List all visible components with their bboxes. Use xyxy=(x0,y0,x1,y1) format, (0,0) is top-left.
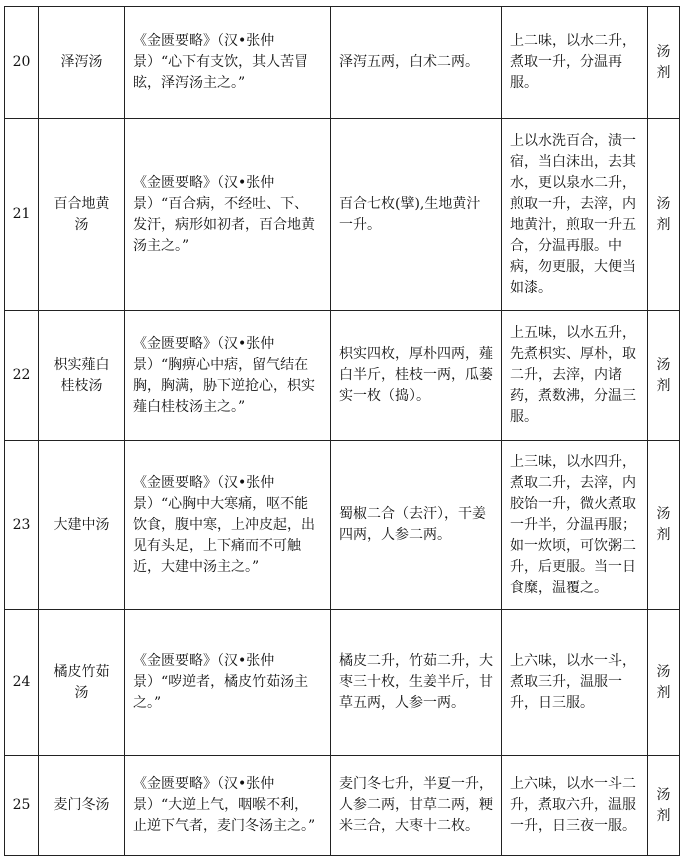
row-number: 20 xyxy=(5,7,39,119)
formula-name: 麦门冬汤 xyxy=(39,756,125,856)
preparation-method: 上以水洗百合，渍一宿，当白沫出，去其水，更以泉水二升，煎取一升，去滓，内地黄汁，煎取一升五合，分温再服。中病，勿更服，大便当如漆。 xyxy=(502,119,648,311)
formula-source: 《金匮要略》（汉•张仲景）“胸痹心中痞，留气结在胸，胸满，胁下逆抢心，枳实薤白桂枝汤主之。” xyxy=(125,311,331,441)
dosage-form: 汤剂 xyxy=(648,610,680,756)
formula-source: 《金匮要略》（汉•张仲景）“哕逆者，橘皮竹茹汤主之。” xyxy=(125,610,331,756)
formula-name: 泽泻汤 xyxy=(39,7,125,119)
formula-name: 大建中汤 xyxy=(39,441,125,610)
formula-source: 《金匮要略》（汉•张仲景）“百合病，不经吐、下、发汗，病形如初者，百合地黄汤主之。” xyxy=(125,119,331,311)
formula-composition: 枳实四枚，厚朴四两，薤白半斤，桂枝一两，瓜蒌实一枚（捣）。 xyxy=(331,311,502,441)
formula-composition: 蜀椒二合（去汗），干姜四两，人参二两。 xyxy=(331,441,502,610)
formula-source: 《金匮要略》（汉•张仲景）“心下有支饮，其人苦冒眩，泽泻汤主之。” xyxy=(125,7,331,119)
row-number: 25 xyxy=(5,756,39,856)
preparation-method: 上五味，以水五升，先煮枳实、厚朴，取二升，去滓，内诸药，煮数沸，分温三服。 xyxy=(502,311,648,441)
formula-table xyxy=(4,6,680,856)
formula-composition: 麦门冬七升，半夏一升，人参二两，甘草二两，粳米三合，大枣十二枚。 xyxy=(331,756,502,856)
table-row xyxy=(5,119,680,311)
row-number: 23 xyxy=(5,441,39,610)
formula-name: 百合地黄汤 xyxy=(39,119,125,311)
table-row xyxy=(5,311,680,441)
row-number: 22 xyxy=(5,311,39,441)
preparation-method: 上六味，以水一斗二升，煮取六升，温服一升，日三夜一服。 xyxy=(502,756,648,856)
formula-composition: 百合七枚(擘),生地黄汁一升。 xyxy=(331,119,502,311)
preparation-method: 上三味，以水四升，煮取二升，去滓，内胶饴一升，微火煮取一升半，分温再服；如一炊顷，可饮粥二升，后更服。当一日食糜，温覆之。 xyxy=(502,441,648,610)
preparation-method: 上二味，以水二升，煮取一升，分温再服。 xyxy=(502,7,648,119)
dosage-form: 汤剂 xyxy=(648,119,680,311)
dosage-form: 汤剂 xyxy=(648,756,680,856)
formula-composition: 泽泻五两，白术二两。 xyxy=(331,7,502,119)
table-row xyxy=(5,756,680,856)
table-row xyxy=(5,441,680,610)
table-row xyxy=(5,610,680,756)
dosage-form: 汤剂 xyxy=(648,441,680,610)
dosage-form: 汤剂 xyxy=(648,7,680,119)
preparation-method: 上六味，以水一斗，煮取三升，温服一升，日三服。 xyxy=(502,610,648,756)
formula-name: 枳实薤白桂枝汤 xyxy=(39,311,125,441)
formula-source: 《金匮要略》（汉•张仲景）“心胸中大寒痛，呕不能饮食，腹中寒，上冲皮起，出见有头足，上下痛而不可触近，大建中汤主之。” xyxy=(125,441,331,610)
formula-name: 橘皮竹茹汤 xyxy=(39,610,125,756)
formula-source: 《金匮要略》（汉•张仲景）“大逆上气，咽喉不利，止逆下气者，麦门冬汤主之。” xyxy=(125,756,331,856)
formula-composition: 橘皮二升，竹茹二升，大枣三十枚，生姜半斤，甘草五两，人参一两。 xyxy=(331,610,502,756)
row-number: 24 xyxy=(5,610,39,756)
dosage-form: 汤剂 xyxy=(648,311,680,441)
table-row xyxy=(5,7,680,119)
row-number: 21 xyxy=(5,119,39,311)
